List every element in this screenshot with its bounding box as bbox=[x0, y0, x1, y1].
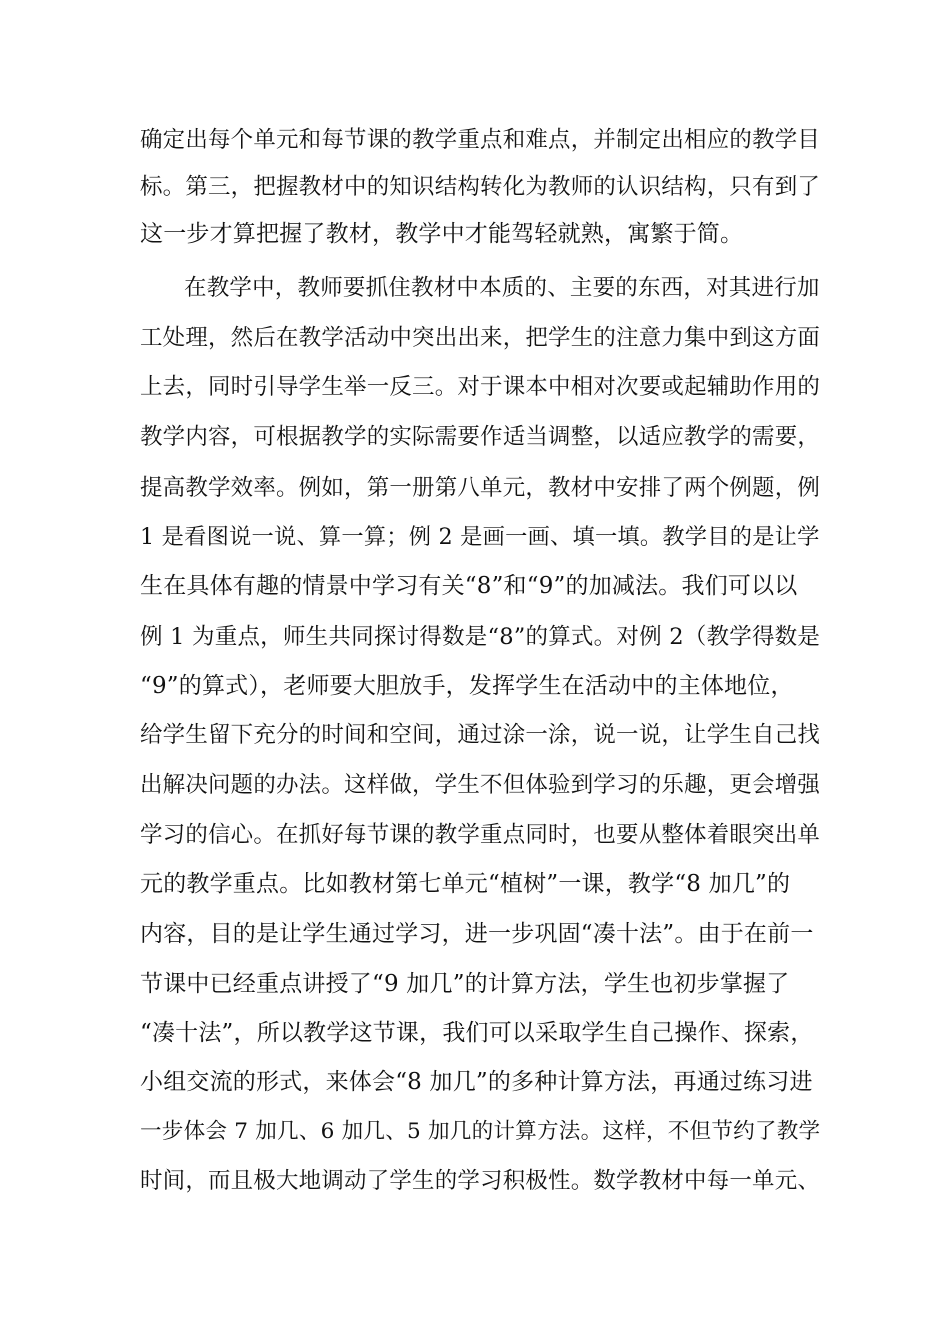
text-line: 提高教学效率。例如，第一册第八单元，教材中安排了两个例题，例 bbox=[140, 475, 821, 501]
text-line: 学习的信心。在抓好每节课的教学重点同时，也要从整体着眼突出单 bbox=[140, 822, 821, 848]
text-line: 元的教学重点。比如教材第七单元“植树”一课，教学“8 加几”的 bbox=[140, 871, 791, 897]
text-line: 这一步才算把握了教材，教学中才能驾轻就熟，寓繁于简。 bbox=[140, 221, 744, 247]
text-line: “凑十法”，所以教学这节课，我们可以采取学生自己操作、探索， bbox=[140, 1020, 814, 1046]
text-line: 小组交流的形式，来体会“8 加几”的多种计算方法，再通过练习进 bbox=[140, 1069, 813, 1095]
text-line: 上去，同时引导学生举一反三。对于课本中相对次要或起辅助作用的 bbox=[140, 374, 821, 400]
text-line: 出解决问题的办法。这样做，学生不但体验到学习的乐趣，更会增强 bbox=[140, 772, 821, 798]
text-line: 内容，目的是让学生通过学习，进一步巩固“凑十法”。由于在前一 bbox=[140, 921, 814, 947]
text-line: 1 是看图说一说、算一算；例 2 是画一画、填一填。教学目的是让学 bbox=[140, 524, 820, 550]
text-line: 标。第三，把握教材中的知识结构转化为教师的认识结构，只有到了 bbox=[140, 174, 821, 200]
text-line: 时间，而且极大地调动了学生的学习积极性。数学教材中每一单元、 bbox=[140, 1168, 821, 1194]
text-line: 节课中已经重点讲授了“9 加几”的计算方法，学生也初步掌握了 bbox=[140, 971, 790, 997]
text-line: 确定出每个单元和每节课的教学重点和难点，并制定出相应的教学目 bbox=[140, 127, 821, 153]
text-line: 生在具体有趣的情景中学习有关“8”和“9”的加减法。我们可以以 bbox=[140, 573, 798, 599]
paragraph-first-line: 在教学中，教师要抓住教材中本质的、主要的东西，对其进行加 bbox=[184, 275, 820, 301]
text-line: “9”的算式），老师要大胆放手，发挥学生在活动中的主体地位， bbox=[140, 673, 794, 699]
text-line: 给学生留下充分的时间和空间，通过涂一涂，说一说，让学生自己找 bbox=[140, 722, 821, 748]
text-line: 一步体会 7 加几、6 加几、5 加几的计算方法。这样，不但节约了教学 bbox=[140, 1119, 821, 1144]
text-line: 工处理，然后在教学活动中突出出来，把学生的注意力集中到这方面 bbox=[140, 325, 821, 351]
text-line: 教学内容，可根据教学的实际需要作适当调整，以适应教学的需要， bbox=[140, 424, 821, 450]
text-line: 例 1 为重点，师生共同探讨得数是“8”的算式。对例 2（教学得数是 bbox=[140, 624, 821, 650]
